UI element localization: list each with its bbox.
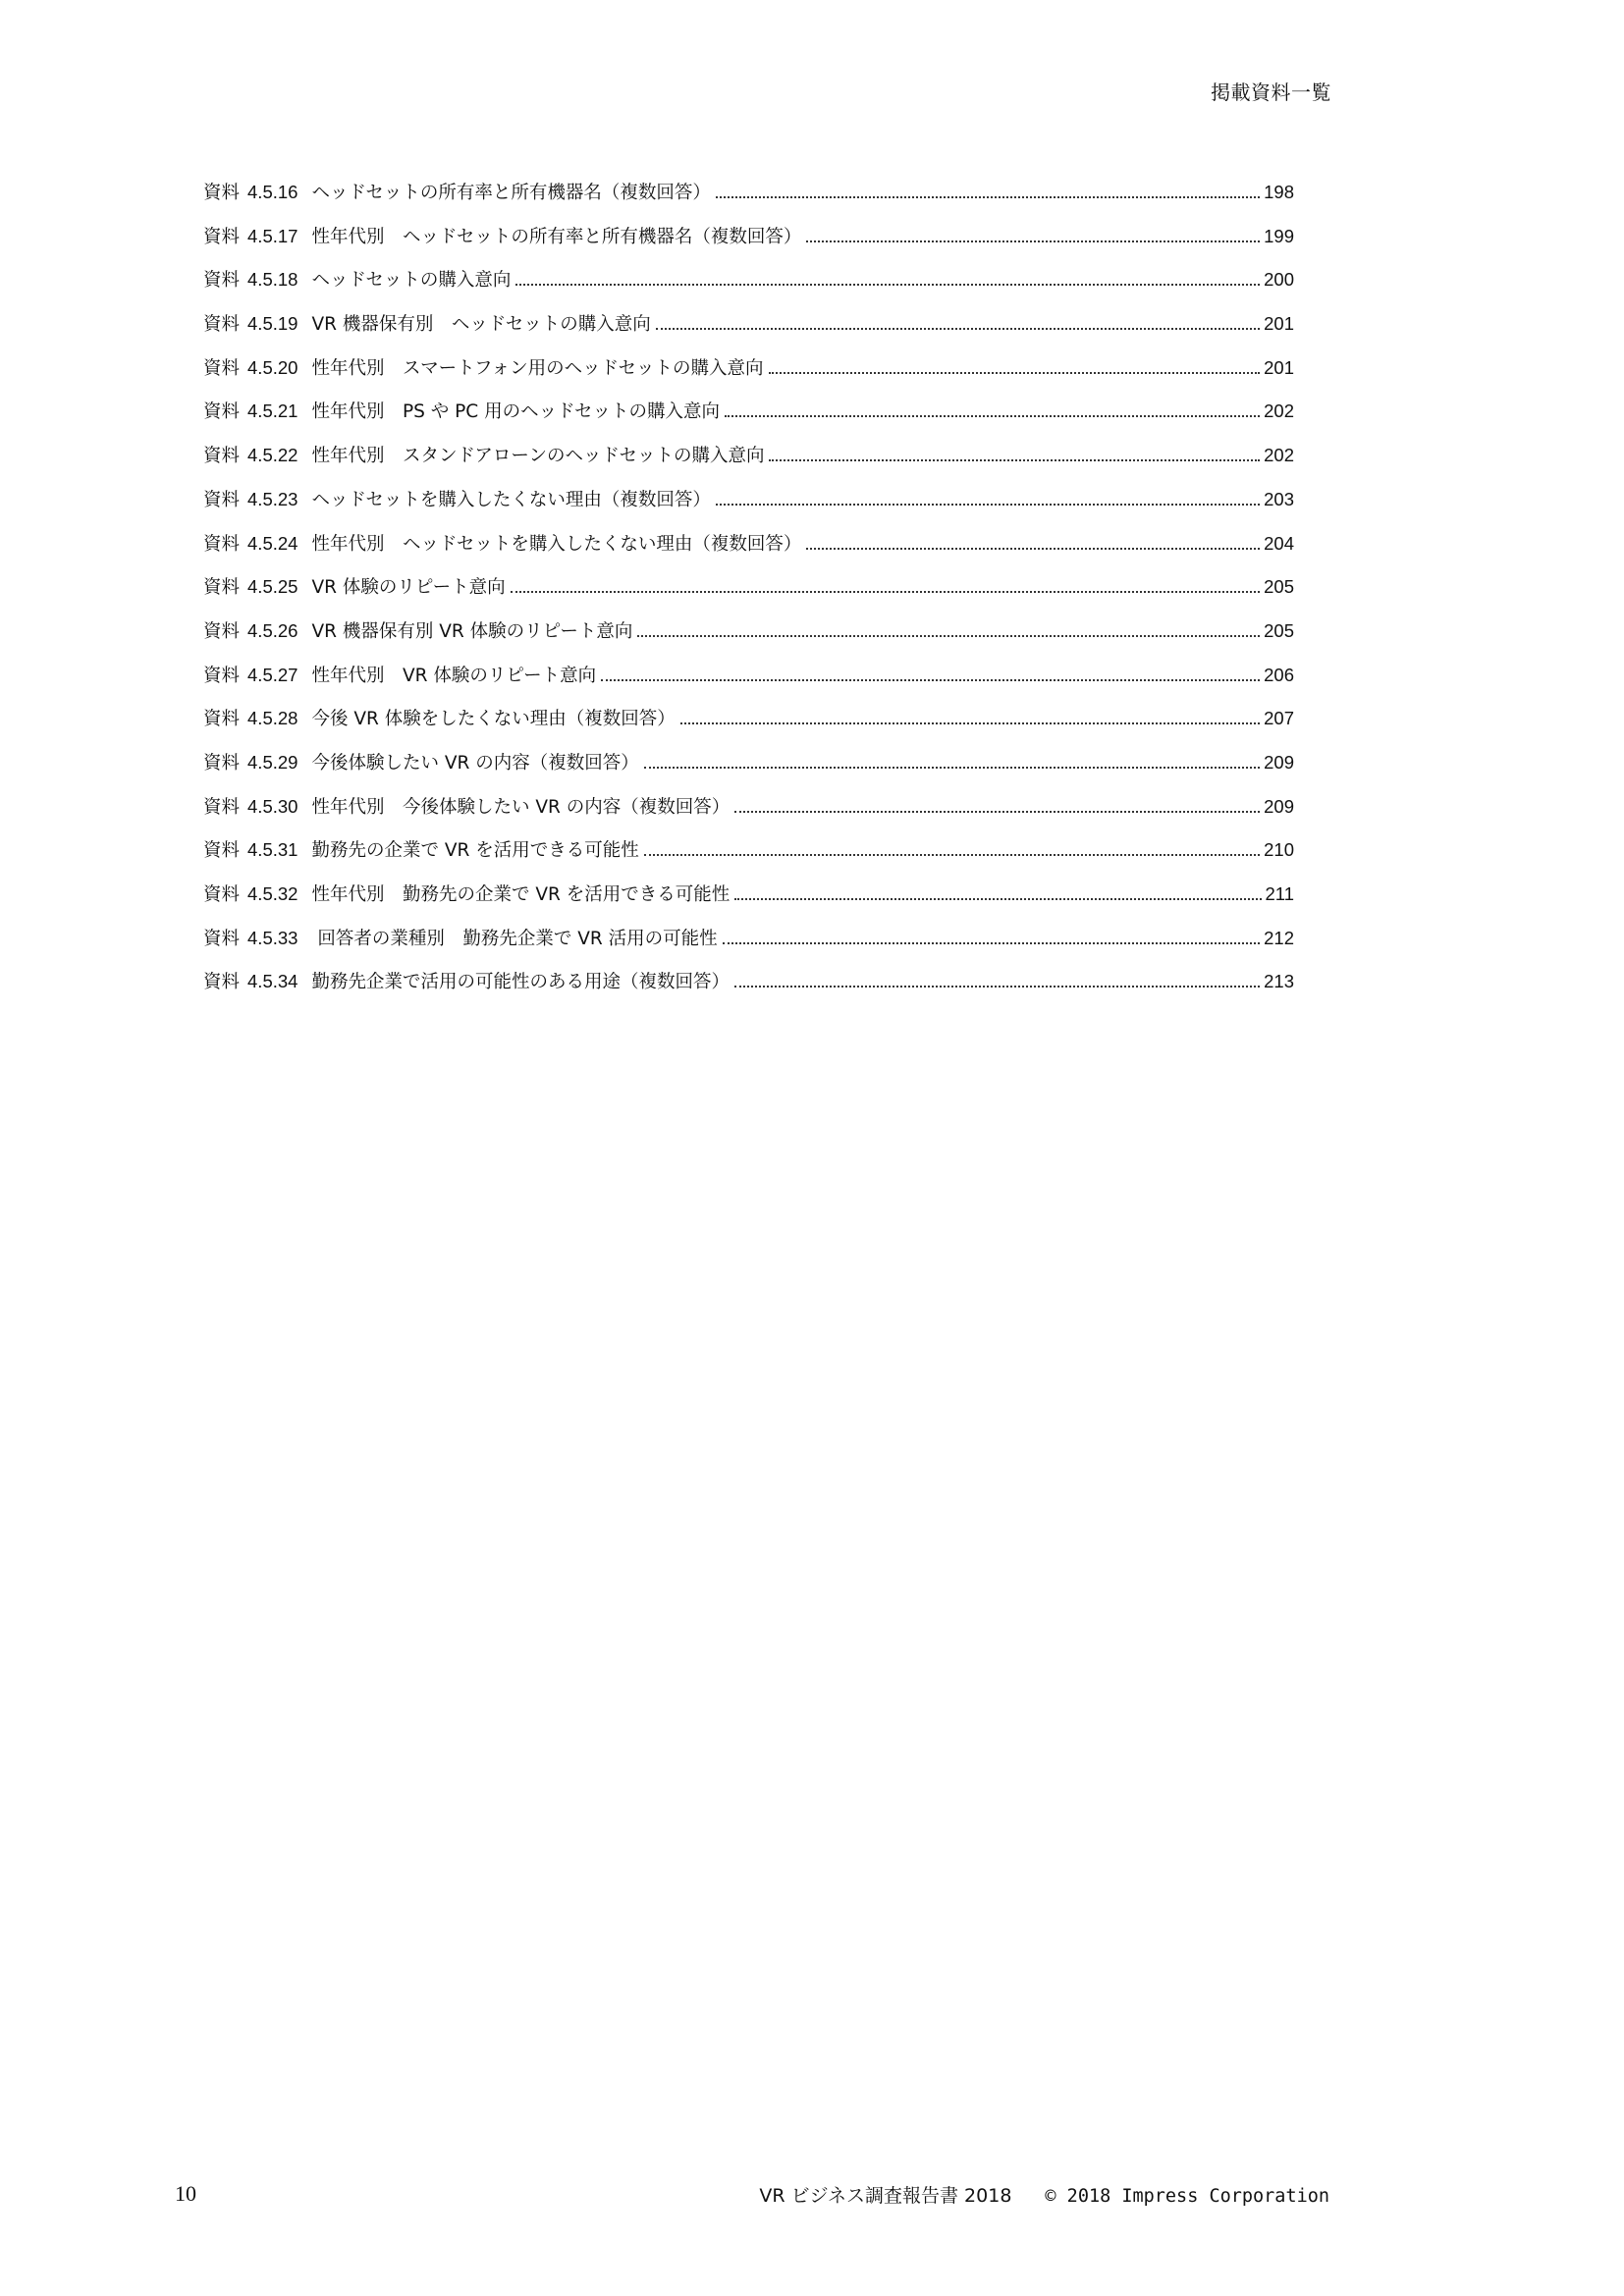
toc-dot-leader	[644, 853, 1260, 856]
toc-dot-leader	[515, 283, 1260, 286]
toc-dot-leader	[734, 810, 1260, 813]
toc-entry[interactable]	[203, 926, 1294, 970]
toc-entry-label	[203, 267, 514, 294]
toc-entry-prefix: 資料	[203, 183, 241, 203]
toc-dot-leader	[716, 195, 1260, 198]
toc-entry-title: 勤務先の企業で VR を活用できる可能性	[311, 840, 639, 862]
toc-entry-title: 性年代別 勤務先の企業で VR を活用できる可能性	[311, 884, 731, 905]
toc-entry[interactable]	[203, 881, 1294, 926]
toc-entry-title: ヘッドセットの所有率と所有機器名（複数回答）	[311, 183, 711, 203]
toc-entry[interactable]	[203, 794, 1294, 838]
toc-entry-title: ヘッドセットを購入したくない理由（複数回答）	[311, 489, 711, 510]
toc-entry-title: 性年代別 スタンドアローンのヘッドセットの購入意向	[311, 446, 765, 467]
toc-entry-label	[203, 487, 714, 513]
toc-entry[interactable]	[203, 224, 1294, 268]
toc-entry-label	[203, 750, 642, 776]
toc-entry-prefix: 資料	[203, 620, 241, 642]
toc-entry-label	[203, 663, 599, 689]
toc-entry-prefix: 資料	[203, 972, 241, 993]
toc-entry[interactable]	[203, 487, 1294, 531]
toc-entry-number: 4.5.22	[247, 445, 298, 466]
toc-dot-leader	[656, 327, 1260, 330]
toc-entry-number: 4.5.34	[247, 971, 298, 992]
toc-entry-number: 4.5.16	[247, 182, 298, 202]
toc-entry[interactable]	[203, 355, 1294, 400]
toc-entry-prefix: 資料	[203, 314, 241, 336]
toc-entry-label	[203, 355, 767, 382]
toc-entry-number: 4.5.27	[247, 664, 298, 685]
toc-entry[interactable]	[203, 706, 1294, 750]
toc-dot-leader	[680, 721, 1260, 724]
toc-dot-leader	[637, 634, 1260, 637]
toc-entry-label	[203, 969, 732, 995]
toc-entry-title: 性年代別 PS や PC 用のヘッドセットの購入意向	[311, 401, 721, 423]
toc-dot-leader	[723, 941, 1261, 944]
page-header-title: 掲載資料一覧	[1211, 80, 1331, 104]
page-number: 10	[175, 2181, 196, 2206]
toc-entry-label	[203, 706, 678, 732]
toc-entry-page: 198	[1264, 182, 1294, 202]
toc-entry-number: 4.5.29	[247, 751, 298, 773]
toc-entry-number: 4.5.18	[247, 269, 298, 291]
toc-entry-number: 4.5.32	[247, 883, 298, 904]
toc-entry-page: 199	[1264, 225, 1294, 246]
toc-entry-prefix: 資料	[203, 489, 241, 510]
toc-dot-leader	[511, 590, 1261, 593]
toc-entry-label	[203, 399, 723, 425]
toc-entry-number: 4.5.26	[247, 619, 298, 641]
toc-entry-title: VR 機器保有別 ヘッドセットの購入意向	[311, 314, 651, 336]
toc-entry[interactable]	[203, 969, 1294, 1013]
toc-entry-title: 勤務先企業で活用の可能性のある用途（複数回答）	[311, 972, 730, 993]
toc-dot-leader	[734, 897, 1261, 900]
toc-entry-label	[203, 311, 654, 338]
toc-entry-page: 204	[1264, 532, 1294, 554]
toc-entry[interactable]	[203, 663, 1294, 707]
toc-entry-page: 200	[1264, 269, 1294, 291]
toc-entry-page: 209	[1264, 795, 1294, 817]
toc-entry-number: 4.5.25	[247, 576, 298, 598]
toc-entry-number: 4.5.23	[247, 488, 298, 509]
toc-entry-label	[203, 180, 714, 206]
toc-entry[interactable]	[203, 618, 1294, 663]
toc-entry-page: 210	[1264, 839, 1294, 861]
toc-entry-page: 206	[1264, 664, 1294, 685]
toc-dot-leader	[806, 240, 1260, 242]
toc-entry-label	[203, 574, 509, 601]
toc-entry-title: 性年代別 スマートフォン用のヘッドセットの購入意向	[311, 357, 764, 379]
toc-entry-page: 202	[1264, 400, 1294, 422]
toc-entry-title: 性年代別 ヘッドセットを購入したくない理由（複数回答）	[311, 533, 802, 555]
toc-entry-title: 回答者の業種別 勤務先企業で VR 活用の可能性	[311, 928, 718, 949]
footer-copyright: © 2018 Impress Corporation	[1045, 2186, 1329, 2207]
footer-report-title: VR ビジネス調査報告書 2018	[759, 2185, 1012, 2207]
toc-entry-prefix: 資料	[203, 357, 241, 379]
toc-entry[interactable]	[203, 837, 1294, 881]
toc-entry-prefix: 資料	[203, 796, 241, 818]
toc-entry-page: 205	[1264, 619, 1294, 641]
toc-dot-leader	[644, 766, 1260, 769]
toc-entry-number: 4.5.20	[247, 356, 298, 378]
toc-entry-prefix: 資料	[203, 401, 241, 423]
toc-entry-number: 4.5.30	[247, 795, 298, 817]
toc-entry-page: 213	[1264, 971, 1294, 992]
toc-entry-label	[203, 794, 732, 821]
toc-entry-page: 207	[1264, 708, 1294, 729]
toc-entry[interactable]	[203, 750, 1294, 794]
toc-entry-prefix: 資料	[203, 533, 241, 555]
toc-entry[interactable]	[203, 574, 1294, 618]
toc-entry-label	[203, 224, 804, 250]
toc-dot-leader	[734, 985, 1260, 988]
toc-entry[interactable]	[203, 399, 1294, 443]
toc-entry-number: 4.5.31	[247, 839, 298, 861]
toc-entry[interactable]	[203, 531, 1294, 575]
toc-entry-number: 4.5.33	[247, 927, 298, 948]
toc-entry-page: 201	[1264, 356, 1294, 378]
toc-dot-leader	[725, 414, 1260, 417]
toc-entry-prefix: 資料	[203, 270, 241, 292]
toc-entry-label	[203, 926, 721, 952]
table-of-contents	[203, 180, 1294, 1013]
toc-entry-title: 性年代別 ヘッドセットの所有率と所有機器名（複数回答）	[311, 226, 802, 247]
toc-entry-page: 205	[1264, 576, 1294, 598]
toc-entry-number: 4.5.24	[247, 532, 298, 554]
toc-entry-number: 4.5.17	[247, 225, 298, 246]
toc-entry-label	[203, 531, 804, 558]
toc-entry-page: 202	[1264, 445, 1294, 466]
toc-entry-number: 4.5.21	[247, 400, 298, 422]
toc-entry-page: 209	[1264, 751, 1294, 773]
toc-entry[interactable]	[203, 180, 1294, 224]
toc-entry-prefix: 資料	[203, 665, 241, 686]
toc-dot-leader	[716, 503, 1260, 506]
toc-entry-prefix: 資料	[203, 884, 241, 905]
toc-entry-page: 201	[1264, 313, 1294, 335]
page-footer	[759, 2181, 1329, 2208]
toc-entry-title: VR 機器保有別 VR 体験のリピート意向	[311, 620, 633, 642]
toc-entry-title: VR 体験のリピート意向	[311, 577, 506, 599]
toc-entry-title: ヘッドセットの購入意向	[311, 270, 512, 292]
toc-entry-prefix: 資料	[203, 226, 241, 247]
toc-entry-label	[203, 837, 642, 864]
toc-dot-leader	[806, 547, 1260, 550]
toc-entry-prefix: 資料	[203, 577, 241, 599]
toc-entry[interactable]	[203, 443, 1294, 487]
toc-entry-label	[203, 881, 732, 908]
toc-entry-title: 今後体験したい VR の内容（複数回答）	[311, 752, 639, 774]
toc-dot-leader	[601, 678, 1260, 681]
toc-entry[interactable]	[203, 267, 1294, 311]
toc-entry-prefix: 資料	[203, 446, 241, 467]
toc-entry-page: 203	[1264, 488, 1294, 509]
toc-entry-number: 4.5.19	[247, 313, 298, 335]
toc-entry-title: 性年代別 VR 体験のリピート意向	[311, 665, 597, 686]
toc-entry-label	[203, 618, 635, 645]
toc-dot-leader	[769, 458, 1260, 461]
toc-entry-label	[203, 443, 767, 469]
toc-dot-leader	[769, 371, 1261, 374]
toc-entry-title: 今後 VR 体験をしたくない理由（複数回答）	[311, 709, 676, 730]
toc-entry-prefix: 資料	[203, 709, 241, 730]
toc-entry-page: 211	[1265, 883, 1294, 904]
toc-entry-title: 性年代別 今後体験したい VR の内容（複数回答）	[311, 796, 731, 818]
toc-entry-prefix: 資料	[203, 928, 241, 949]
toc-entry-page: 212	[1264, 927, 1294, 948]
toc-entry[interactable]	[203, 311, 1294, 355]
toc-entry-prefix: 資料	[203, 752, 241, 774]
toc-entry-prefix: 資料	[203, 840, 241, 862]
toc-entry-number: 4.5.28	[247, 708, 298, 729]
